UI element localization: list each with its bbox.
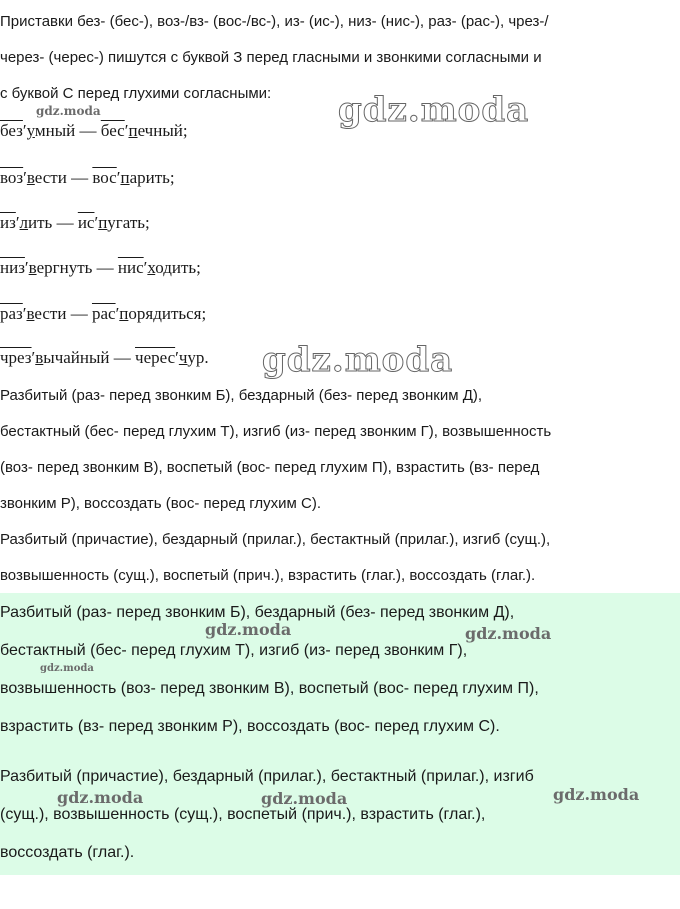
- green-line: возвышенность (воз- перед звонким В), воспетый (вос- перед глухим П),: [0, 680, 539, 697]
- watermark: gdz.moda: [57, 788, 144, 807]
- watermark: gdz.moda: [338, 90, 530, 130]
- green-paragraph-1: [0, 594, 680, 746]
- intro-line: с буквой С перед глухими согласными:: [0, 85, 272, 102]
- root-letter: у: [26, 121, 35, 140]
- prefix: ис: [77, 213, 95, 232]
- watermark: gdz.moda: [40, 663, 94, 674]
- example-line-5: разʹвести — расʹпорядиться;: [0, 304, 207, 323]
- prefix: раз: [0, 304, 23, 323]
- example-line-1: безʹумный — бесʹпечный;: [0, 121, 188, 140]
- watermark: gdz.moda: [261, 789, 348, 808]
- answer-line: бестактный (бес- перед глухим Т), изгиб (из- перед звонким Г), возвышенность: [0, 423, 552, 440]
- green-line: (сущ.), возвышенность (сущ.), воспетый (прич.), взрастить (глаг.),: [0, 806, 486, 823]
- example-line-2: возʹвести — восʹпарить;: [0, 168, 175, 187]
- root-letter: п: [98, 213, 108, 232]
- prefix: низ: [0, 258, 25, 277]
- example-line-6: чрезʹвычайный — чересʹчур.: [0, 348, 209, 367]
- root-letter: в: [26, 304, 35, 323]
- intro-line: Приставки без- (бес-), воз-/вз- (вос-/вс-), из- (ис-), низ- (нис-), раз- (рас-), чрез-/: [0, 13, 549, 30]
- prefix: рас: [91, 304, 116, 323]
- prefix: бес: [100, 121, 125, 140]
- intro-line: через- (черес-) пишутся с буквой З перед гласными и звонкими согласными и: [0, 49, 542, 66]
- root-letter: в: [35, 348, 44, 367]
- green-line: взрастить (вз- перед звонким Р), воссоздать (вос- перед глухим С).: [0, 718, 500, 735]
- prefix: без: [0, 121, 23, 140]
- green-line: Разбитый (причастие), бездарный (прилаг.), бестактный (прилаг.), изгиб: [0, 768, 534, 785]
- answer-paragraph-2: [0, 522, 680, 594]
- watermark: gdz.moda: [205, 620, 292, 639]
- green-line: воссоздать (глаг.).: [0, 844, 135, 861]
- answer-line: Разбитый (причастие), бездарный (прилаг.), бестактный (прилаг.), изгиб (сущ.),: [0, 531, 551, 548]
- green-paragraph-2: [0, 758, 680, 872]
- watermark: gdz.moda: [553, 785, 640, 804]
- watermark: gdz.moda: [465, 624, 552, 643]
- root-letter: х: [147, 258, 156, 277]
- example-line-3: изʹлить — исʹпугать;: [0, 213, 150, 232]
- root-letter: п: [119, 304, 129, 323]
- prefix: черес: [135, 348, 176, 367]
- root-letter: п: [120, 168, 130, 187]
- answer-paragraph-1: [0, 378, 680, 522]
- root-letter: в: [26, 168, 35, 187]
- root-letter: п: [128, 121, 138, 140]
- answer-line: (воз- перед звонким В), воспетый (вос- перед глухим П), взрастить (вз- перед: [0, 459, 540, 476]
- root-letter: ч: [178, 348, 188, 367]
- prefix: вос: [92, 168, 117, 187]
- answer-line: звонким Р), воссоздать (вос- перед глухим С).: [0, 495, 321, 512]
- root-letter: л: [19, 213, 29, 232]
- prefix: нис: [117, 258, 144, 277]
- green-line: Разбитый (раз- перед звонким Б), бездарный (без- перед звонким Д),: [0, 604, 515, 621]
- root-letter: в: [28, 258, 37, 277]
- answer-line: возвышенность (сущ.), воспетый (прич.), взрастить (глаг.), воссоздать (глаг.).: [0, 567, 536, 584]
- watermark: gdz.moda: [262, 340, 454, 380]
- green-line: бестактный (бес- перед глухим Т), изгиб (из- перед звонким Г),: [0, 642, 468, 659]
- prefix: из: [0, 213, 16, 232]
- prefix: чрез: [0, 348, 32, 367]
- answer-line: Разбитый (раз- перед звонким Б), бездарный (без- перед звонким Д),: [0, 387, 483, 404]
- prefix: воз: [0, 168, 24, 187]
- watermark: gdz.moda: [36, 104, 101, 118]
- example-line-4: низʹвергнуть — нисʹходить;: [0, 258, 201, 277]
